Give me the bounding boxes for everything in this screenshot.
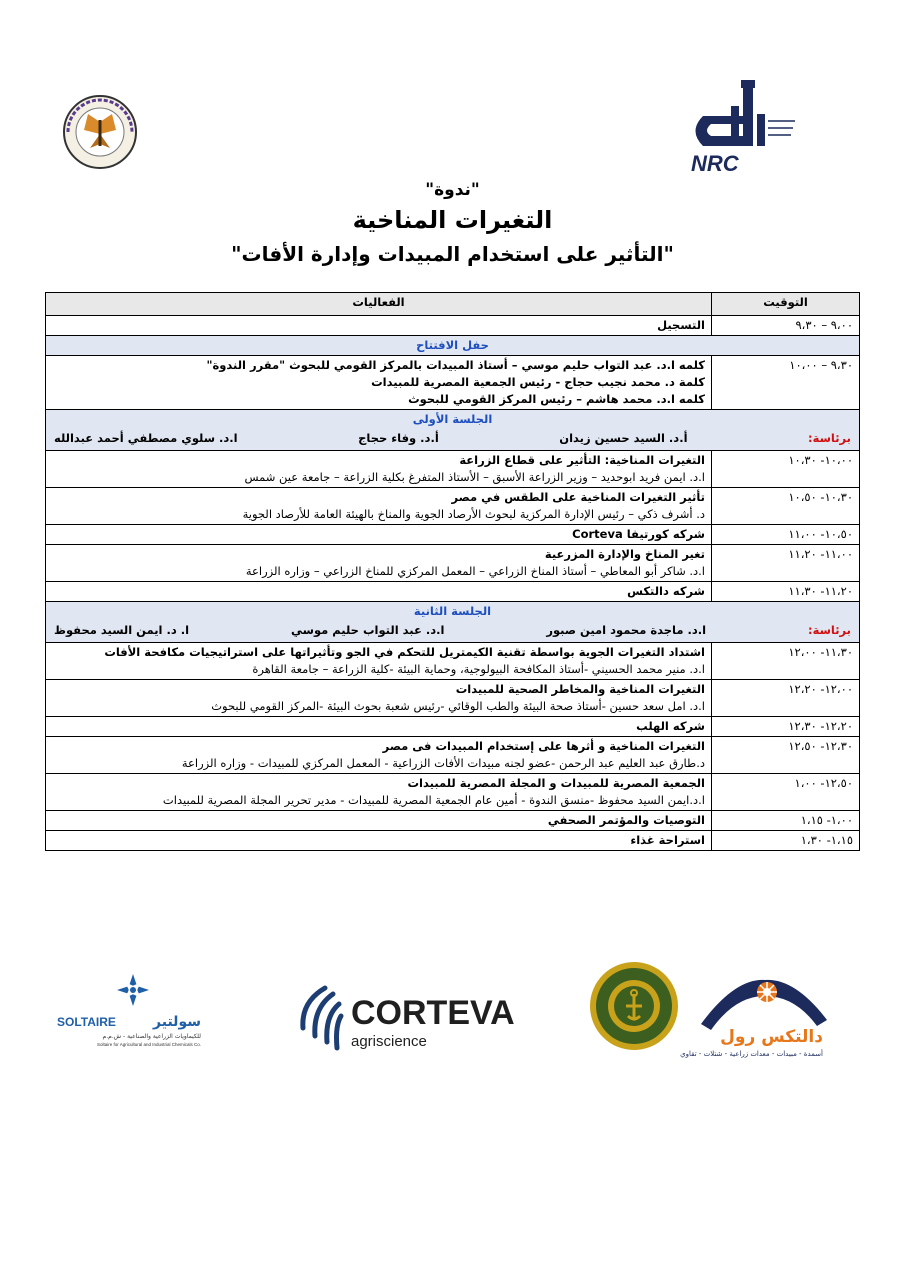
- nrc-logo: [673, 76, 798, 181]
- section-heading-row: [46, 336, 860, 356]
- time-column-header: التوقيت: [712, 293, 860, 316]
- item-time: ١٢،٥٠- ١،٠٠: [712, 774, 860, 811]
- item-cell: [46, 582, 712, 602]
- table-row: [46, 545, 860, 582]
- daltex-flower-icon: [757, 982, 777, 1002]
- svg-text:دالتكس رول: دالتكس رول: [720, 1027, 823, 1047]
- chair-label: برئاسة:: [808, 431, 851, 445]
- svg-text:NRC: NRC: [691, 151, 739, 176]
- item-time: ١٠،٠٠- ١٠،٣٠: [712, 451, 860, 488]
- chair-name: أ.د. وفاء حجاج: [358, 431, 439, 445]
- table-row: [46, 316, 860, 336]
- item-cell: [46, 488, 712, 525]
- chair-name: ا.د. ماجدة محمود امين صبور: [546, 623, 707, 637]
- table-row: [46, 582, 860, 602]
- svg-text:سولتير: سولتير: [153, 1014, 201, 1030]
- item-title: تأثير التغيرات المناخية على الطقس في مصر: [451, 490, 705, 504]
- table-row: [46, 737, 860, 774]
- table-row: [46, 811, 860, 831]
- svg-text:أسمدة - مبيدات - معدات زراعية: أسمدة - مبيدات - معدات زراعية - شتلات - تقاوي: [680, 1050, 823, 1058]
- opening-title: حفل الافتتاح: [46, 336, 860, 356]
- item-title: الجمعية المصرية للمبيدات و المجلة المصرية للمبيدات: [407, 776, 705, 790]
- chair-label: برئاسة:: [808, 623, 851, 637]
- item-time: ١،٠٠- ١،١٥: [712, 811, 860, 831]
- daltex-logo: [680, 970, 835, 1060]
- activities-column-header: الفعاليات: [46, 293, 712, 316]
- svg-text:agriscience: agriscience: [351, 1033, 427, 1050]
- item-speaker: د. أشرف ذكي – رئيس الإدارة المركزية لبحوث الأرصاد الجوية والمناخ بالهيئة العامة للأرصاد الجوية: [242, 507, 705, 521]
- item-title: اشتداد التغيرات الجوية بواسطة تقنية الكيمتريل للتحكم في الجو وتأثيراتها على استراتيجيات مكافحة الأفات: [104, 645, 705, 659]
- soltaire-star-icon: [117, 974, 149, 1006]
- item-title: التغيرات المناخية: التأثير على قطاع الزراعة: [459, 453, 705, 467]
- registration-time: ٩،٠٠ – ٩،٣٠: [712, 316, 860, 336]
- item-title: استراحة غذاء: [630, 833, 705, 847]
- item-cell: [46, 717, 712, 737]
- item-time: ١٠،٣٠- ١٠،٥٠: [712, 488, 860, 525]
- item-time: ١٠،٥٠- ١١،٠٠: [712, 525, 860, 545]
- item-title: شركه دالتكس: [627, 584, 705, 598]
- session1-title: الجلسة الأولى: [46, 410, 860, 430]
- event-subtitle: "التأثير على استخدام المبيدات وإدارة الأفات": [231, 242, 674, 266]
- table-row: [46, 356, 860, 410]
- item-cell: [46, 680, 712, 717]
- chairs-row: [46, 429, 860, 451]
- table-row: [46, 774, 860, 811]
- item-speaker: ا.د. شاكر أبو المعاطي – أستاذ المناخ الزراعي – المعمل المركزي للمناخ الزراعي – وزاره الزراعة: [245, 564, 705, 578]
- chair-name: أ.د. السيد حسين زيدان: [559, 431, 688, 445]
- corteva-logo: [295, 980, 515, 1060]
- table-row: [46, 831, 860, 851]
- svg-text:Soltaire for Agricultural and: Soltaire for Agricultural and Industrial Chemicals Co.: [96, 1042, 201, 1047]
- item-time: ١١،٠٠- ١١،٢٠: [712, 545, 860, 582]
- corteva-mark-icon: [303, 988, 341, 1048]
- program-table: [45, 292, 860, 851]
- item-cell: [46, 643, 712, 680]
- item-time: ١٢،٠٠- ١٢،٢٠: [712, 680, 860, 717]
- item-title: التوصيات والمؤتمر الصحفي: [547, 813, 705, 827]
- item-cell: [46, 811, 712, 831]
- table-row: [46, 717, 860, 737]
- table-row: [46, 525, 860, 545]
- chair-name: ا. د. ايمن السيد محفوظ: [54, 623, 190, 637]
- session2-title: الجلسة الثانية: [46, 602, 860, 622]
- chair-name: ا.د. عبد التواب حليم موسي: [291, 623, 445, 637]
- item-speaker: ا.د. منير محمد الحسيني -أستاذ المكافحة البيولوجية، وحماية البيئة -كلية الزراعة – جامعة القاهرة: [252, 662, 705, 676]
- chairs-row: [46, 621, 860, 643]
- item-cell: [46, 831, 712, 851]
- item-title: التغيرات المناخية و أثرها على إستخدام المبيدات فى مصر: [382, 739, 705, 753]
- event-type: "ندوة": [425, 180, 480, 200]
- item-title: تغير المناخ والإدارة المزرعية: [544, 547, 705, 561]
- item-cell: [46, 545, 712, 582]
- opening-line: كلمه ا.د. محمد هاشم – رئيس المركز القومي للبحوث: [408, 392, 705, 406]
- opening-line: كلمة د. محمد نجيب حجاج - رئيس الجمعية المصرية للمبيدات: [371, 375, 705, 389]
- svg-text:للكيماويات الزراعية والصناعية: للكيماويات الزراعية والصناعية - ش.م.م: [102, 1033, 201, 1040]
- chair-name: ا.د. سلوي مصطفي أحمد عبدالله: [54, 431, 238, 445]
- item-time: ١٢،٣٠- ١٢،٥٠: [712, 737, 860, 774]
- item-speaker: ا.د. امل سعد حسين -أستاذ صحة البيئة والطب الوقائي -رئيس شعبة بحوث البيئة -المركز القومي للبحوث: [211, 699, 705, 713]
- opening-time: ٩،٣٠ – ١٠،٠٠: [712, 356, 860, 410]
- item-cell: [46, 774, 712, 811]
- item-time: ١٢،٢٠- ١٢،٣٠: [712, 717, 860, 737]
- section-heading-row: [46, 602, 860, 622]
- item-cell: [46, 451, 712, 488]
- sponsors-row: [0, 940, 905, 1070]
- event-title: التغيرات المناخية: [352, 206, 553, 234]
- item-cell: [46, 737, 712, 774]
- registration-text: التسجيل: [46, 316, 712, 336]
- table-row: [46, 451, 860, 488]
- section-heading-row: [46, 410, 860, 430]
- item-time: ١١،٢٠- ١١،٣٠: [712, 582, 860, 602]
- svg-text:SOLTAIRE: SOLTAIRE: [57, 1015, 116, 1029]
- opening-speeches: [46, 356, 712, 410]
- elhalab-logo: [588, 960, 680, 1052]
- society-logo: [60, 92, 140, 172]
- item-speaker: د.طارق عبد العليم عبد الرحمن -عضو لجنه مبيدات الأفات الزراعية - المعمل المركزي للمبيدات - وزاره الزراعة: [181, 756, 705, 770]
- title-block: [0, 178, 905, 270]
- item-title: التغيرات المناخية والمخاطر الصحية للمبيدات: [455, 682, 705, 696]
- table-row: [46, 643, 860, 680]
- soltaire-logo: [55, 970, 205, 1050]
- item-speaker: ا.د.ايمن السيد محفوظ -منسق الندوة - أمين عام الجمعية المصرية للمبيدات - مدير تحرير المجلة المصرية للمبيدات: [162, 793, 705, 807]
- item-time: ١١،٣٠- ١٢،٠٠: [712, 643, 860, 680]
- item-title: شركه الهلب: [636, 719, 705, 733]
- table-header-row: [46, 293, 860, 316]
- item-cell: [46, 525, 712, 545]
- item-time: ١،١٥- ١،٣٠: [712, 831, 860, 851]
- svg-text:CORTEVA: CORTEVA: [351, 994, 515, 1032]
- item-speaker: ا.د. ايمن فريد ابوحديد – وزير الزراعة الأسبق – الأستاذ المتفرغ بكلية الزراعة – جامعة عين شمس: [244, 470, 705, 484]
- table-row: [46, 488, 860, 525]
- table-row: [46, 680, 860, 717]
- item-title: شركه كورتيفا Corteva: [572, 527, 705, 541]
- opening-line: كلمه ا.د. عبد التواب حليم موسي – أستاذ المبيدات بالمركز القومي للبحوث "مقرر الندوة": [206, 358, 705, 372]
